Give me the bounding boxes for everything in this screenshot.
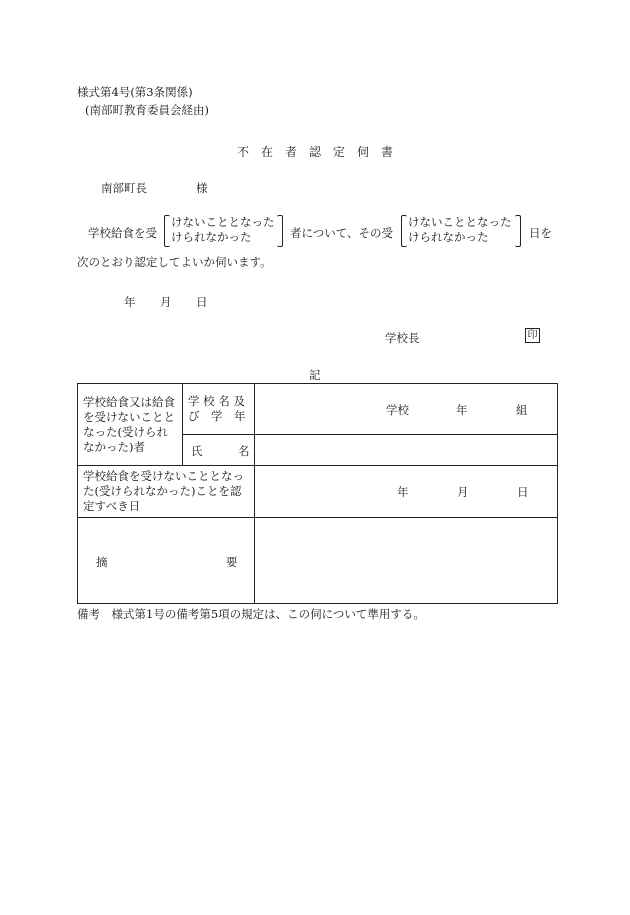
remarks-label-a: 摘 — [96, 555, 108, 569]
recognition-date-value-cell[interactable] — [255, 466, 558, 518]
recognition-date-label-line: た(受けられなかった)ことを認 — [83, 484, 242, 498]
body-part3: 日を — [529, 226, 552, 240]
footnote: 備考 様式第1号の備考第5項の規定は、この伺について準用する。 — [77, 607, 425, 621]
remarks-value-cell[interactable] — [255, 518, 558, 604]
via-note: (南部町教育委員会経由) — [85, 103, 209, 117]
remarks-label-b: 要 — [226, 555, 238, 569]
school-value-cell[interactable] — [255, 384, 558, 435]
recipient-label — [78, 395, 182, 455]
principal-label: 学校長 — [385, 331, 420, 345]
option-group-2 — [408, 215, 512, 245]
option-1b: けられなかった — [171, 230, 252, 244]
body-line2: 次のとおり認定してよいか伺います。 — [77, 255, 272, 269]
recognition-date-label — [78, 469, 254, 514]
recognition-day: 日 — [517, 485, 529, 499]
name-label-a: 氏 — [191, 444, 203, 458]
body-part2: 者について、その受 — [290, 226, 394, 240]
ki-marker: 記 — [309, 368, 321, 382]
school-label-line: 学 校 名 及 — [188, 394, 245, 408]
recipient-label-line: 学校給食又は給食 — [83, 394, 175, 409]
remarks-row — [78, 518, 558, 604]
grade-suffix: 年 — [456, 403, 468, 417]
seal-mark: 印 — [525, 328, 540, 343]
recipient-label-line: なった(受けられ — [83, 424, 168, 439]
recognition-date-label-cell — [78, 466, 255, 518]
date-row — [78, 466, 558, 518]
date-day: 日 — [196, 295, 208, 309]
recognition-date-label-line: 定すべき日 — [83, 499, 141, 513]
addressee-name: 南部町長 — [101, 181, 147, 195]
school-label — [183, 394, 254, 424]
name-value-cell[interactable] — [255, 435, 558, 466]
form-table — [77, 383, 558, 604]
recognition-year: 年 — [397, 485, 409, 499]
bracket-right-2 — [515, 215, 521, 247]
option-1a: けないこととなった — [171, 215, 275, 229]
option-group-1 — [171, 215, 275, 245]
bracket-right-1 — [277, 215, 283, 247]
school-label-line: び 学 年 — [188, 409, 246, 423]
recipient-label-line: なかった)者 — [83, 439, 145, 454]
bracket-left-2 — [401, 215, 407, 247]
bracket-left-1 — [164, 215, 170, 247]
recognition-date-label-line: 学校給食を受けないこととなっ — [83, 469, 244, 483]
date-month: 月 — [160, 295, 172, 309]
option-2b: けられなかった — [408, 230, 489, 244]
addressee-honorific: 様 — [196, 181, 208, 195]
document-title: 不 在 者 認 定 伺 書 — [237, 145, 394, 159]
recipient-label-cell — [78, 384, 183, 466]
form-number: 様式第4号(第3条関係) — [77, 85, 193, 99]
school-label-cell — [183, 384, 255, 435]
remarks-label-cell — [78, 518, 255, 604]
school-row — [78, 384, 558, 435]
recognition-month: 月 — [457, 485, 469, 499]
option-2a: けないこととなった — [408, 215, 512, 229]
body-part1: 学校給食を受 — [88, 226, 157, 240]
date-year: 年 — [124, 295, 136, 309]
school-suffix: 学校 — [386, 403, 409, 417]
recipient-label-line: を受けないことと — [83, 409, 175, 424]
name-label-cell — [183, 435, 255, 466]
name-label-b: 名 — [238, 444, 250, 458]
class-suffix: 組 — [516, 403, 528, 417]
